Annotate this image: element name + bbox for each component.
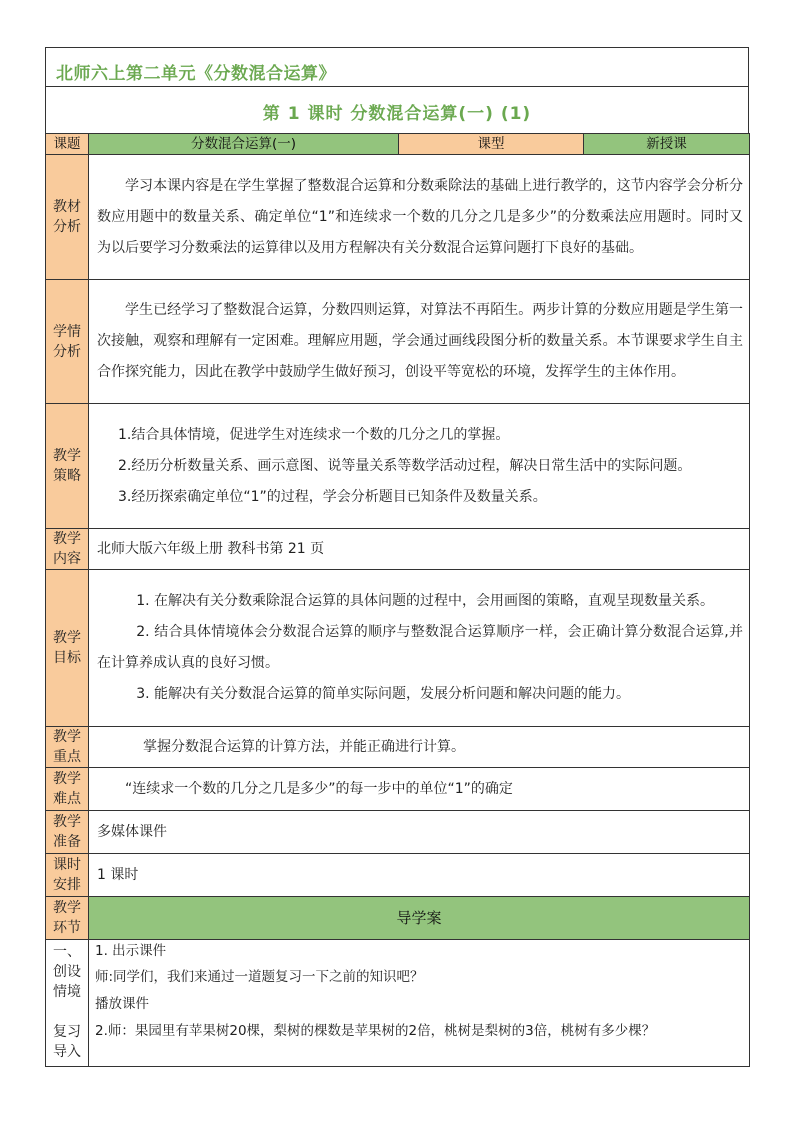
strategy-item: 1.结合具体情境，促进学生对连续求一个数的几分之几的掌握。 [118,426,510,443]
difficulty-row [46,768,750,811]
label-line: 课时 [53,857,81,873]
label-line: 教学 [53,771,81,787]
label-line: 内容 [53,551,81,567]
topic-label: 课题 [46,134,89,155]
label-line: 难点 [53,791,81,807]
label-line: 重点 [53,749,81,765]
label-line: 安排 [53,877,81,893]
teaching-goals-text [89,570,750,727]
teaching-strategy-label [46,404,89,529]
lesson-plan-sheet [45,47,749,1067]
label-line: 情境 [53,984,81,1000]
process-heading: 导学案 [89,897,750,940]
label-line: 教学 [53,531,81,547]
stage-line: 播放课件 [95,996,149,1012]
preparation-row [46,811,750,854]
label-line: 教学 [53,630,81,646]
stage-line: 1. 出示课件 [95,943,167,959]
student-analysis-text [89,280,750,404]
schedule-text: 1 课时 [89,854,750,897]
unit-title-bar [45,47,749,86]
goal-item: 1. 在解决有关分数乘除混合运算的具体问题的过程中，会用画图的策略，直观呈现数量关系。 [136,593,714,609]
difficulty-label [46,768,89,811]
label-line: 教学 [53,814,81,830]
difficulty-text: “连续求一个数的几分之几是多少”的每一步中的单位“1”的确定 [89,768,750,811]
teaching-goals-label [46,570,89,727]
type-label: 课型 [399,134,584,155]
key-point-label [46,727,89,768]
stage-one-label [46,940,89,1067]
label-line: 一、 [53,944,81,960]
material-analysis-text [89,155,750,280]
teaching-strategy-text [89,404,750,529]
label-line: 教材 [53,199,81,215]
key-point-row [46,727,750,768]
student-analysis-label [46,280,89,404]
student-analysis-row [46,280,750,404]
lesson-plan-table [45,133,750,1067]
label-line: 准备 [53,834,81,850]
label-line: 学情 [53,323,81,340]
label-spacer [46,1002,88,1022]
teaching-strategy-row [46,404,750,529]
teaching-content-text: 北师大版六年级上册 教科书第 21 页 [89,529,750,570]
label-line: 教学 [53,448,81,464]
goal-item: 3. 能解决有关分数混合运算的简单实际问题，发展分析问题和解决问题的能力。 [136,686,630,702]
process-heading-row [46,897,750,940]
material-analysis-row [46,155,750,280]
label-line: 策略 [53,468,81,484]
lesson-title: 第 1 课时 分数混合运算(一) (1) [262,104,532,124]
unit-title: 北师六上第二单元《分数混合运算》 [56,64,336,84]
stage-line: 2.师：果园里有苹果树20棵，梨树的棵数是苹果树的2倍，桃树是梨树的3倍，桃树有多少棵？ [95,1023,656,1039]
material-analysis-label [46,155,89,280]
strategy-item: 2.经历分析数量关系、画示意图、说等量关系等数学活动过程，解决日常生活中的实际问题。 [118,457,692,474]
schedule-row [46,854,750,897]
label-line: 目标 [53,650,81,666]
label-line: 教学 [53,729,81,745]
teaching-content-row [46,529,750,570]
key-point-text: 掌握分数混合运算的计算方法，并能正确进行计算。 [89,727,750,768]
stage-one-row [46,940,750,1067]
label-line: 分析 [53,343,81,360]
teaching-goals-row [46,570,750,727]
strategy-item: 3.经历探索确定单位“1”的过程，学会分析题目已知条件及数量关系。 [118,488,547,505]
label-line: 导入 [53,1044,81,1060]
preparation-text: 多媒体课件 [89,811,750,854]
topic-value: 分数混合运算(一) [89,134,399,155]
stage-one-text [89,940,750,1067]
label-line: 分析 [53,219,81,235]
type-value: 新授课 [584,134,750,155]
lesson-title-bar [45,86,749,133]
label-line: 教学 [53,900,81,916]
paragraph: 学习本课内容是在学生掌握了整数混合运算和分数乘除法的基础上进行教学的，这节内容学会分析分数应用题中的数量关系、确定单位“1”和连续求一个数的几分之几是多少”的分数乘法应用题时。同时又为以后要学习分数乘法的运算律以及用方程解决有关分数混合运算问题打下良好的基础。 [97,177,743,256]
teaching-content-label [46,529,89,570]
preparation-label [46,811,89,854]
process-label [46,897,89,940]
label-line: 创设 [53,964,81,980]
goal-item: 2. 结合具体情境体会分数混合运算的顺序与整数混合运算顺序一样，会正确计算分数混合运算,并在计算养成认真的良好习惯。 [97,624,743,671]
info-row [46,134,750,155]
label-line: 环节 [53,920,81,936]
schedule-label [46,854,89,897]
paragraph: 学生已经学习了整数混合运算，分数四则运算，对算法不再陌生。两步计算的分数应用题是学生第一次接触，观察和理解有一定困难。理解应用题，学会通过画线段图分析的数量关系。本节课要求学生自主合作探究能力，因此在教学中鼓励学生做好预习，创设平等宽松的环境，发挥学生的主体作用。 [97,302,743,380]
label-line: 复习 [53,1024,81,1040]
stage-line: 师:同学们，我们来通过一道题复习一下之前的知识吧？ [95,969,424,985]
